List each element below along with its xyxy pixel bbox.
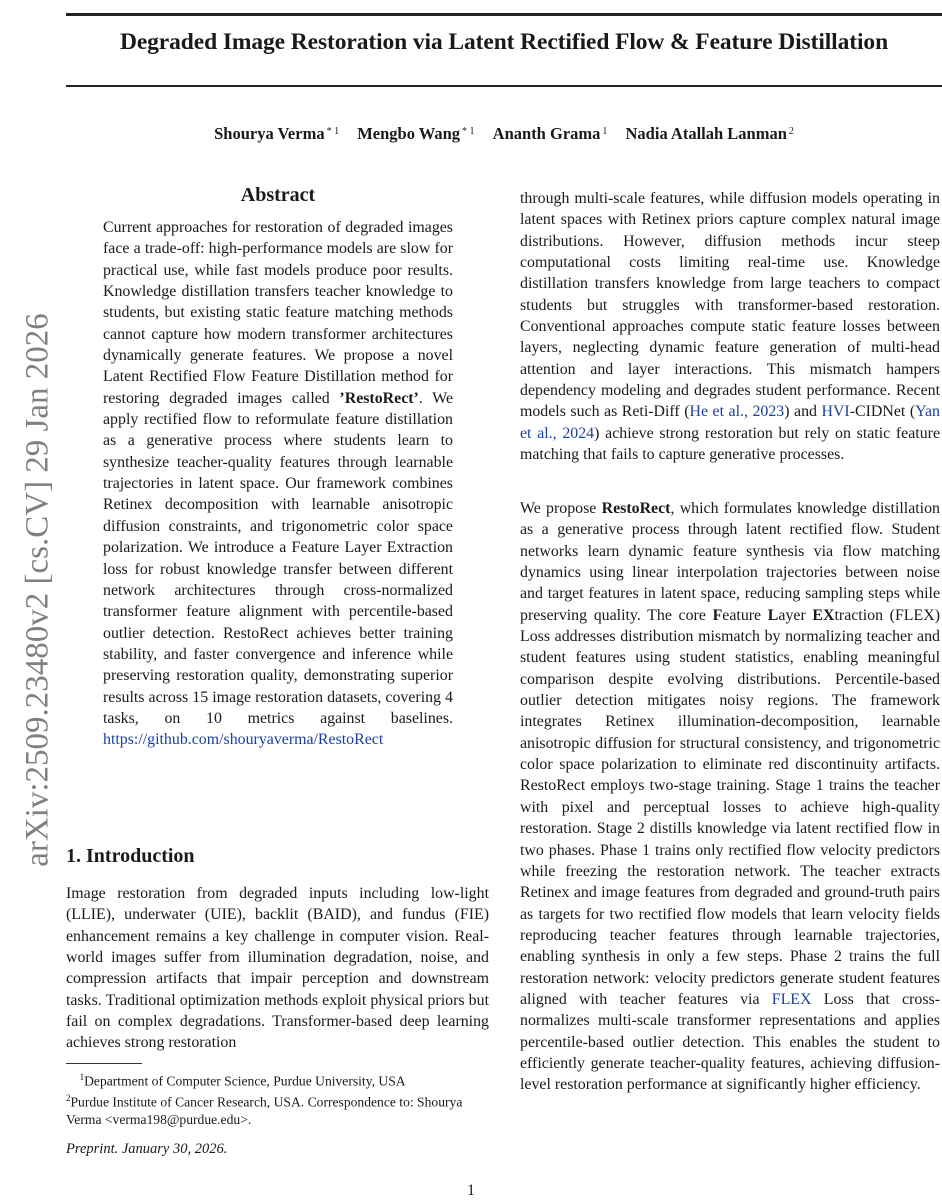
method-name: RestoRect — [601, 500, 671, 517]
title-top-rule — [66, 13, 942, 16]
footnotes — [66, 1069, 489, 1129]
citation-link[interactable]: He et al., 2023 — [689, 403, 785, 421]
intro-paragraph-right-1: through multi-scale features, while diffusion models operating in latent spaces with Retinex priors capture complex natural image distributions. However, diffusion methods incur steep computational costs limiting real-time use. Knowledge distillation transfers knowledge from large teachers to compact students but struggles with transformer-based restoration. Conventional approaches compute static feature losses between layers, neglecting dynamic feature generation of multi-head attention and layer interactions. This mismatch hampers dependency modeling and degrades student performance. Recent models such as Reti-Diff (He et al., 2023) and HVI-CIDNet (Yan et al., 2024) achieve strong restoration but rely on static feature matching that fails to capture generative processes. — [520, 190, 941, 464]
page-number: 1 — [467, 1182, 475, 1199]
author: Ananth Grama $^1$ — [492, 124, 608, 143]
github-link[interactable]: https://github.com/shouryaverma/RestoRect — [103, 731, 384, 749]
author: Nadia Atallah Lanman $^2$ — [625, 124, 794, 143]
flex-link[interactable]: FLEX — [771, 990, 812, 1008]
author-list — [66, 124, 942, 144]
footnote-1: $^1$Department of Computer Science, Purdue University, USA — [79, 1072, 406, 1089]
method-name: ’RestoRect’ — [339, 389, 419, 407]
paper-title: Degraded Image Restoration via Latent Rectified Flow & Feature Distillation — [119, 29, 889, 55]
intro-paragraph-right-2: We propose RestoRect, which formulates knowledge distillation as a generative process through latent rectified flow. Student networks learn dynamic feature synthesis via flow matching dynamics using linear interpolation trajectories between noise and target features in latent space, reducing sampling steps while preserving quality. The core Feature Layer EXtraction (FLEX) Loss addresses distribution mismatch by normalizing teacher and student features using student statistics, enabling meaningful comparison despite evolving distributions. Percentile-based outlier detection mitigates noisy regions. The framework integrates Retinex illumination-decomposition, learnable anisotropic diffusion for structural consistency, and trigonometric color space polarization to eliminate red discontinuity artifacts. RestoRect employs two-stage training. Stage 1 trains the teacher with pixel and perceptual losses to achieve high-quality restoration. Stage 2 distills knowledge via latent rectified flow in two phases. Phase 1 trains only rectified flow velocity predictors while freezing the restoration network. The teacher extracts Retinex and image features from degraded and ground-truth pairs as targets for two rectified flow models that learn velocity fields reproducing teacher features through learnable trajectories, enabling synthesis in only a few steps. Phase 2 trains the full restoration network: velocity predictors generate student features aligned with teacher features via FLEX Loss that cross-normalizes multi-scale transformer representations and applies percentile-based outlier detection. This enables the student to efficiently generate teacher-quality features, achieving diffusion-level restoration performance at significantly higher efficiency. — [520, 500, 941, 1094]
intro-paragraph-left: Image restoration from degraded inputs including low-light (LLIE), underwater (UIE), backlit (BAID), and fundus (FIE) enhancement remains a key challenge in computer vision. Real-world images suffer from illumination degradation, noise, and compression artifacts that impair perception and downstream tasks. Traditional optimization methods exploit physical priors but fail on complex degradations. Transformer-based deep learning achieves strong restoration — [66, 885, 489, 1052]
footnote-rule — [66, 1063, 142, 1064]
arxiv-side-banner: arXiv:2509.23480v2 [cs.CV] 29 Jan 2026 — [19, 313, 56, 867]
abstract-heading: Abstract — [240, 184, 316, 206]
author: Shourya Verma $^{* 1}$ — [214, 124, 340, 143]
abstract-body: Current approaches for restoration of degraded images face a trade-off: high-performance models are slow for practical use, while fast models produce poor results. Knowledge distillation transfers teacher knowledge to students, but existing static feature matching methods cannot capture how modern transformer architectures dynamically generate features. We propose a novel Latent Rectified Flow Feature Distillation method for restoring degraded images called ’RestoRect’. We apply rectified flow to reformulate feature distillation as a generative process where students learn to synthesize teacher-quality features through learnable trajectories in latent space. Our framework combines Retinex decomposition with learnable anisotropic diffusion constraints, and trigonometric color space polarization. We introduce a Feature Layer Extraction loss for robust knowledge transfer between different network architectures through cross-normalized transformer feature alignment with percentile-based outlier detection. RestoRect achieves better training stability, and faster convergence and inference while preserving restoration quality, demonstrating superior results across 15 image restoration datasets, covering 4 tasks, on 10 metrics against baselines. https://github.com/shouryaverma/RestoRect — [103, 219, 453, 749]
author: Mengbo Wang $^{* 1}$ — [357, 124, 475, 143]
citation-link[interactable]: HVI — [821, 403, 850, 421]
citation-link[interactable]: Yan et al., 2024 — [520, 403, 941, 442]
preprint-note: Preprint. January 30, 2026. — [66, 1141, 228, 1157]
footnote-2: $^2$Purdue Institute of Cancer Research, USA. Correspondence to: Shourya Verma <verma198@purdue.edu>. — [66, 1093, 463, 1128]
section-heading-introduction: 1. Introduction — [66, 845, 195, 867]
title-bottom-rule — [66, 85, 942, 87]
